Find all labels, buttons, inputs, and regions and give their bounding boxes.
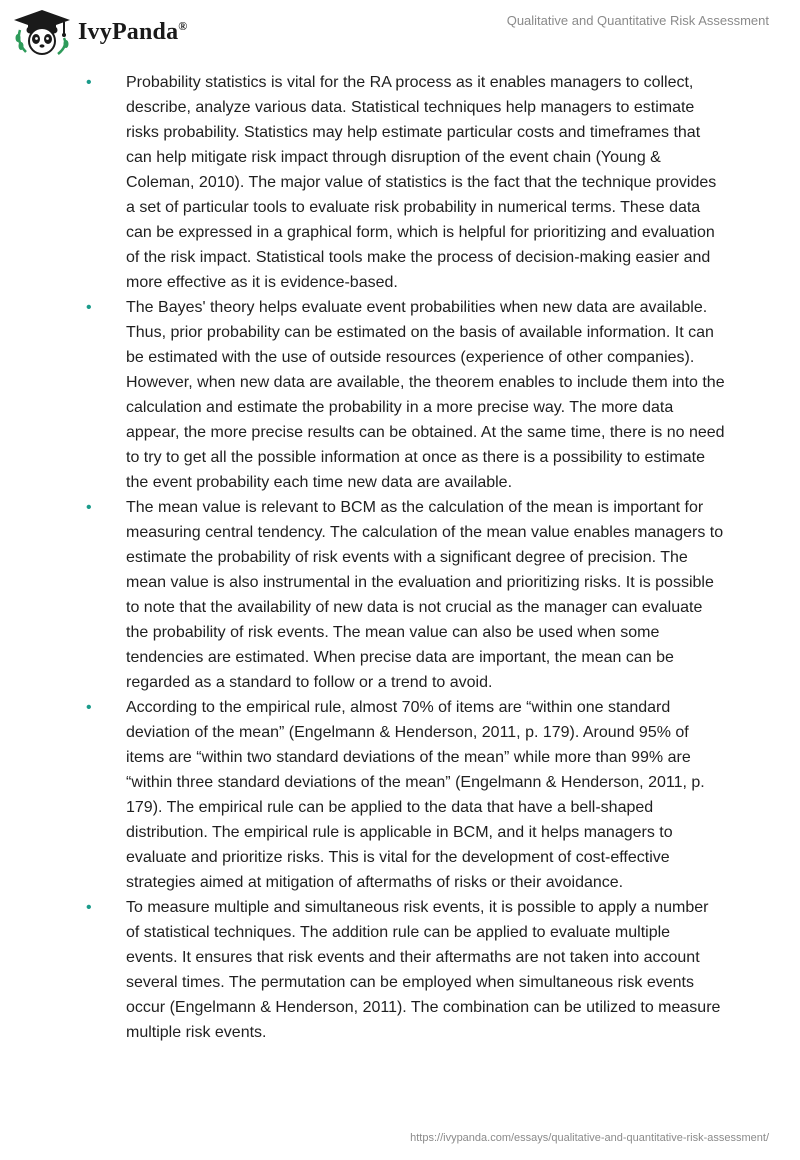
- bullet-icon: •: [86, 74, 92, 91]
- bullet-icon: •: [86, 299, 92, 316]
- brand-logo[interactable]: [12, 8, 187, 56]
- bullet-paragraph: The Bayes' theory helps evaluate event probabilities when new data are available. Thus, prior probability can be estimated on the basis of available information. It can be estimated with the use of outside resources (experience of other companies). However, when new data are available, the theorem enables to include them into the calculation and estimate the probability in a more precise way. The more data appear, the more precise results can be obtained. At the same time, there is no need to try to get all the possible information at once as there is a possibility to estimate the event probability each time new data are available.: [126, 299, 725, 491]
- list-item: [86, 895, 726, 1045]
- source-url-link[interactable]: https://ivypanda.com/essays/qualitative-and-quantitative-risk-assessment/: [410, 1132, 769, 1144]
- brand-name: [78, 19, 187, 46]
- bullet-paragraph: According to the empirical rule, almost 70% of items are “within one standard deviation of the mean” (Engelmann & Henderson, 2011, p. 179). Around 95% of items are “within two standard deviations of the mean” while more than 99% are “within three standard deviations of the mean” (Engelmann & Henderson, 2011, p. 179). The empirical rule can be applied to the data that have a bell-shaped distribution. The empirical rule is applicable in BCM, and it helps managers to evaluate and prioritize risks. This is vital for the development of cost-effective strategies aimed at mitigation of aftermaths of risks or their avoidance.: [126, 699, 705, 891]
- bullet-paragraph: Probability statistics is vital for the RA process as it enables managers to collect, describe, analyze various data. Statistical techniques help managers to estimate risks probability. Statistics may help estimate particular costs and timeframes that can help mitigate risk impact through disruption of the event chain (Young & Coleman, 2010). The major value of statistics is the fact that the technique provides a set of particular tools to evaluate risk probability in numerical terms. These data can be expressed in a graphical form, which is helpful for prioritizing and evaluation of the risk impact. Statistical tools make the process of decision-making easier and more effective as it is evidence-based.: [126, 74, 717, 291]
- list-item: [86, 495, 726, 695]
- page-header: [0, 0, 800, 70]
- document-title: Qualitative and Quantitative Risk Assessment: [506, 13, 769, 28]
- bullet-icon: •: [86, 499, 92, 516]
- panda-graduation-cap-icon: [12, 8, 72, 56]
- list-item: [86, 695, 726, 895]
- bullet-paragraph: To measure multiple and simultaneous risk events, it is possible to apply a number of statistical techniques. The addition rule can be applied to evaluate multiple events. It ensures that risk events and their aftermaths are not taken into account several times. The permutation can be employed when simultaneous risk events occur (Engelmann & Henderson, 2011). The combination can be utilized to measure multiple risk events.: [126, 899, 721, 1041]
- list-item: [86, 295, 726, 495]
- bullet-list: [86, 70, 726, 1045]
- main-content: [86, 70, 726, 1045]
- bullet-paragraph: The mean value is relevant to BCM as the calculation of the mean is important for measuring central tendency. The calculation of the mean value enables managers to estimate the probability of risk events with a significant degree of precision. The mean value is also instrumental in the evaluation and prioritizing risks. It is possible to note that the availability of new data is not crucial as the manager can evaluate the probability of risk events. The mean value can also be used when some tendencies are estimated. When precise data are important, the mean can be regarded as a standard to follow or a trend to avoid.: [126, 499, 724, 691]
- registered-mark: ®: [178, 18, 188, 33]
- bullet-icon: •: [86, 899, 92, 916]
- bullet-icon: •: [86, 699, 92, 716]
- list-item: [86, 70, 726, 295]
- brand-name-text: IvyPanda: [78, 18, 179, 45]
